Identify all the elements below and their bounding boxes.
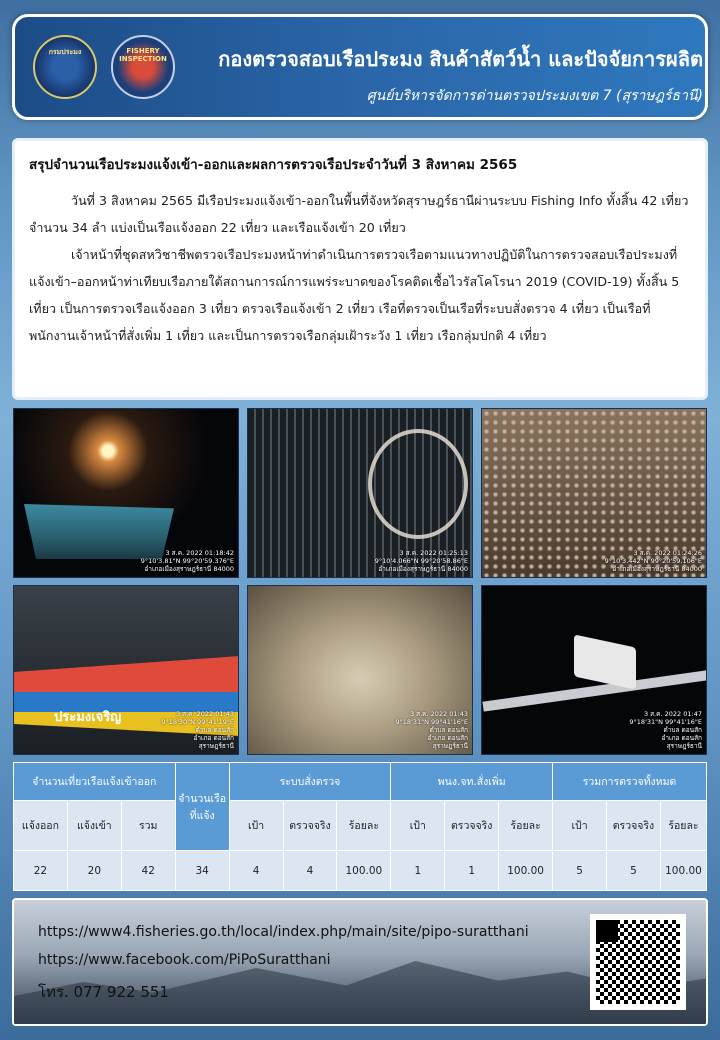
photo-timestamp: 3 ส.ค. 2022 01:24:26 9°10'3.442"N 99°20'59.106"E อำเภอเมืองสุราษฎร์ธานี 84000 <box>604 549 702 573</box>
qr-code-icon <box>590 914 686 1010</box>
photo-timestamp: 3 ส.ค. 2022 01:43 9°18'30"N 99°41'19"E ตำบล ดอนสัก อำเภอ ดอนสัก สุราษฎร์ธานี <box>161 710 234 750</box>
photo-timestamp: 3 ส.ค. 2022 01:25:13 9°10'4.066"N 99°20'58.86"E อำเภอเมืองสุราษฎร์ธานี 84000 <box>374 549 468 573</box>
header-banner <box>12 14 708 120</box>
photo-timestamp: 3 ส.ค. 2022 01:18:42 9°10'3.81"N 99°20'59.376"E อำเภอเมืองสุราษฎร์ธานี 84000 <box>140 549 234 573</box>
vms-device <box>574 634 636 689</box>
summary-paragraph-1: วันที่ 3 สิงหาคม 2565 มีเรือประมงแจ้งเข้า-ออกในพื้นที่จังหวัดสุราษฎร์ธานีผ่านระบบ Fishing Info ทั้งสิ้น 42 เที่ยว จำนวน 34 ลำ แบ่งเป็นเรือแจ้งออก 22 เที่ยว และเรือแจ้งเข้า 20 เที่ยว <box>29 193 689 235</box>
header-total-inspection: รวมการตรวจทั้งหมด <box>553 763 707 801</box>
photo-boat-night <box>13 408 239 578</box>
facebook-link[interactable]: https://www.facebook.com/PiPoSuratthani <box>38 952 331 968</box>
photo-fishing-net <box>247 585 473 755</box>
summary-heading: สรุปจำนวนเรือประมงแจ้งเข้า-ออกและผลการตรวจเรือประจำวันที่ 3 สิงหาคม 2565 <box>29 157 518 173</box>
sub-actual: ตรวจจริง <box>607 801 661 851</box>
value-cell: 4 <box>283 851 337 891</box>
header-officer-order: พนง.จท.สั่งเพิ่ม <box>391 763 553 801</box>
department-of-fisheries-logo <box>33 35 97 99</box>
sub-actual: ตรวจจริง <box>445 801 499 851</box>
value-cell: 100.00 <box>499 851 553 891</box>
header-system-order: ระบบสั่งตรวจ <box>229 763 391 801</box>
logo-right-text: FISHERY INSPECTION <box>119 47 167 63</box>
photo-timestamp: 3 ส.ค. 2022 01:47 9°18'31"N 99°41'16"E ตำบล ดอนสัก อำเภอ ดอนสัก สุราษฎร์ธานี <box>629 710 702 750</box>
logo-left-text: กรมประมง <box>48 48 82 56</box>
fishery-inspection-logo <box>111 35 175 99</box>
sub-target: เป้า <box>391 801 445 851</box>
sub-target: เป้า <box>553 801 607 851</box>
header-boats: จำนวนเรือที่แจ้ง <box>175 763 229 851</box>
photo-traps-rope <box>247 408 473 578</box>
photo-boat-bow <box>13 585 239 755</box>
sub-percent: ร้อยละ <box>499 801 553 851</box>
value-cell: 20 <box>67 851 121 891</box>
value-cell: 1 <box>391 851 445 891</box>
value-cell: 42 <box>121 851 175 891</box>
sub-percent: ร้อยละ <box>337 801 391 851</box>
value-cell: 5 <box>553 851 607 891</box>
phone-number: โทร. 077 922 551 <box>38 983 169 1001</box>
page-title: กองตรวจสอบเรือประมง สินค้าสัตว์น้ำ และปัจจัยการผลิต <box>218 47 703 71</box>
photo-timestamp: 3 ส.ค. 2022 01:43 9°18'31"N 99°41'16"E ตำบล ดอนสัก อำเภอ ดอนสัก สุราษฎร์ธานี <box>395 710 468 750</box>
value-cell: 22 <box>14 851 68 891</box>
value-cell: 34 <box>175 851 229 891</box>
sub-target: เป้า <box>229 801 283 851</box>
header-trips: จำนวนเที่ยวเรือแจ้งเข้าออก <box>14 763 176 801</box>
value-cell: 4 <box>229 851 283 891</box>
contact-footer <box>12 898 708 1026</box>
value-cell: 1 <box>445 851 499 891</box>
page-subtitle: ศูนย์บริหารจัดการด่านตรวจประมงเขต 7 (สุราษฎร์ธานี) <box>366 88 703 104</box>
website-link[interactable]: https://www4.fisheries.go.th/local/index.php/main/site/pipo-suratthani <box>38 924 529 940</box>
sub-percent: ร้อยละ <box>660 801 706 851</box>
sub-actual: ตรวจจริง <box>283 801 337 851</box>
value-cell: 100.00 <box>337 851 391 891</box>
value-cell: 5 <box>607 851 661 891</box>
rope-coil <box>368 429 468 539</box>
summary-paragraph-2: เจ้าหน้าที่ชุดสหวิชาชีพตรวจเรือประมงหน้าท่าดำเนินการตรวจเรือตามแนวทางปฏิบัติในการตรวจสอบเรือประมงที่แจ้งเข้า–ออกหน้าท่าเทียบเรือภายใต้สถานการณ์การแพร่ระบาดของโรคติดเชื้อไวรัสโคโรนา 2019 (COVID-19) ทั้งสิ้น 5 เที่ยว เป็นการตรวจเรือแจ้งออก 3 เที่ยว ตรวจเรือแจ้งเข้า 2 เที่ยว เรือที่ตรวจเป็นเรือที่ระบบสั่งตรวจ 4 เที่ยว เป็นเรือที่พนักงานเจ้าหน้าที่สั่งเพิ่ม 1 เที่ยว และเป็นการตรวจเรือกลุ่มเฝ้าระวัง 1 เที่ยว เรือกลุ่มปกติ 4 เที่ยว <box>29 247 680 343</box>
photo-shellfish-catch <box>481 408 707 578</box>
sub-total: รวม <box>121 801 175 851</box>
photo-vms-device <box>481 585 707 755</box>
summary-box <box>12 138 708 400</box>
sub-out: แจ้งออก <box>14 801 68 851</box>
boat-name: ประมงเจริญ <box>54 710 122 725</box>
inspection-stats-table <box>13 762 707 891</box>
sub-in: แจ้งเข้า <box>67 801 121 851</box>
value-cell: 100.00 <box>660 851 706 891</box>
